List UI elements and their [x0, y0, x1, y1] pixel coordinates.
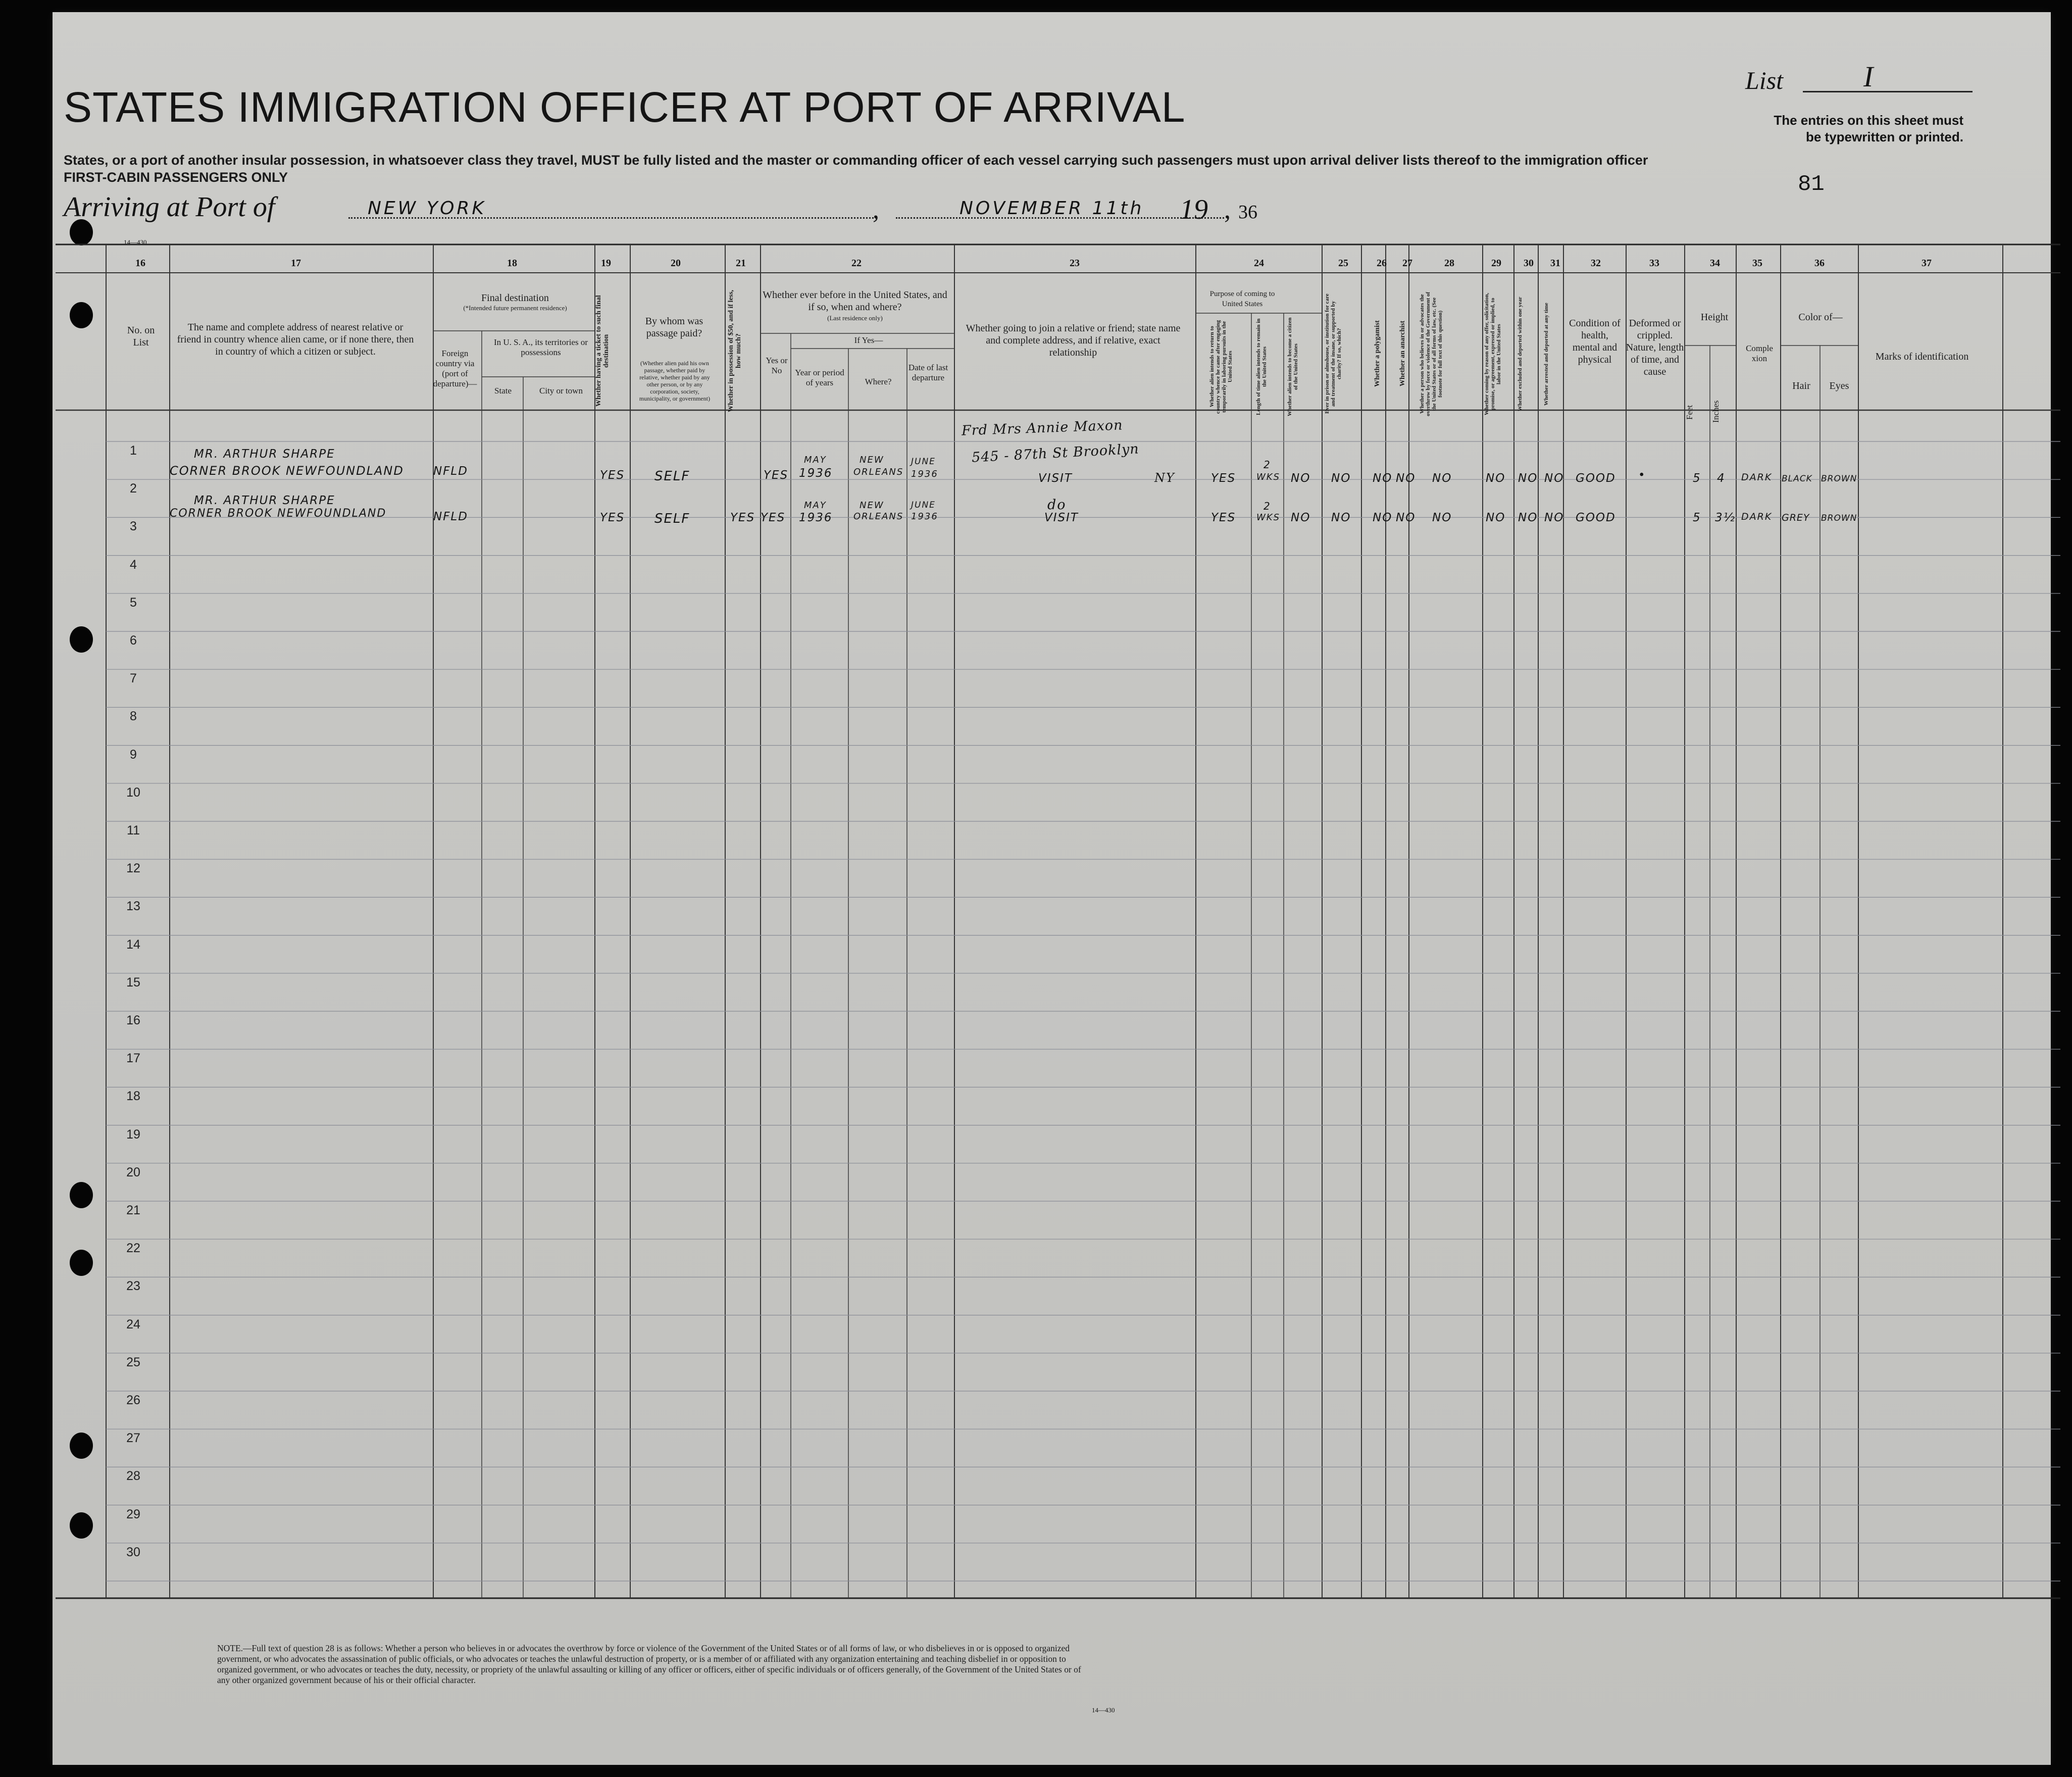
row1-return: YES — [1211, 472, 1236, 485]
row2-where-a: NEW — [860, 500, 884, 511]
col-num-24: 24 — [1254, 258, 1264, 269]
header-foreign-country: Foreign country via (port of departure)— — [433, 349, 477, 388]
row1-inches: 4 — [1717, 472, 1726, 485]
row1-date-b: 1936 — [911, 469, 938, 479]
header-where: Where? — [865, 377, 892, 386]
entries-instruction: The entries on this sheet must be typewritten or printed. — [1774, 113, 1963, 144]
row1-citizen: NO — [1291, 472, 1311, 485]
row-number: 5 — [130, 595, 137, 610]
row1-final-foreign: NFLD — [433, 465, 468, 478]
row1-hair: BLACK — [1782, 474, 1812, 484]
header-hair: Hair — [1792, 380, 1810, 391]
row2-health: GOOD — [1576, 511, 1616, 524]
row-number: 8 — [130, 709, 137, 724]
row1-relative-address: CORNER BROOK NEWFOUNDLAND — [170, 464, 404, 478]
form-code: 14—430 — [124, 238, 147, 246]
row1-where-b: ORLEANS — [853, 467, 904, 477]
header-year: Year or period of years — [795, 368, 844, 387]
row2-relative-name: MR. ARTHUR SHARPE — [194, 494, 335, 507]
row-number: 21 — [126, 1203, 140, 1217]
row-number: 30 — [126, 1545, 140, 1559]
row2-anarchist: NO — [1396, 511, 1416, 524]
row1-eyes: BROWN — [1821, 474, 1857, 484]
row2-before-yes: YES — [761, 511, 786, 524]
row1-prison: NO — [1331, 472, 1351, 485]
header-marks: Marks of identification — [1875, 351, 1969, 362]
row1-polygamist: NO — [1373, 472, 1393, 485]
header-if-yes: If Yes— — [854, 335, 883, 345]
form-code-bottom: 14—430 — [1092, 1706, 1115, 1714]
col-num-27: 27 — [1402, 258, 1412, 269]
row-number: 6 — [130, 633, 137, 648]
col-num-19: 19 — [601, 258, 611, 269]
row1-relative-name: MR. ARTHUR SHARPE — [194, 448, 335, 461]
arriving-label: Arriving at Port of — [64, 191, 275, 223]
row2-final-foreign: NFLD — [433, 510, 468, 523]
row1-where-a: NEW — [860, 455, 884, 465]
row-number: 1 — [130, 443, 137, 458]
row2-inches: 3½ — [1715, 511, 1736, 524]
row1-join-line2: 545 - 87th St Brooklyn — [971, 441, 1140, 466]
row1-anarchist: NO — [1396, 472, 1416, 485]
row1-join-line1: Frd Mrs Annie Maxon — [961, 417, 1124, 439]
row1-ticket: YES — [600, 469, 625, 482]
row1-join-extra: NY — [1154, 471, 1175, 485]
row2-citizen: NO — [1291, 511, 1311, 524]
col-num-26: 26 — [1377, 258, 1387, 269]
punch-hole — [70, 1433, 93, 1459]
col-num-32: 32 — [1591, 258, 1601, 269]
comma: , — [1224, 195, 1231, 224]
row1-health: GOOD — [1576, 472, 1616, 485]
list-label: List — [1745, 66, 1784, 94]
row2-length-b: WKS — [1256, 512, 1281, 523]
year-suffix: 36 — [1238, 202, 1257, 223]
row-number: 13 — [126, 899, 140, 914]
header-nearest-relative: The name and complete address of nearest relative or friend in country whence alien came, or if none there, then in country of which a citizen or subject. — [177, 322, 414, 357]
row2-join-purpose: VISIT — [1044, 511, 1079, 524]
page-number: 81 — [1798, 172, 1825, 197]
col-num-21: 21 — [736, 258, 746, 269]
row2-q31: NO — [1544, 511, 1564, 524]
row1-q29: NO — [1486, 472, 1506, 485]
row2-q28: NO — [1432, 511, 1452, 524]
header-anarchist: Whether an anarchist — [1399, 320, 1406, 387]
port-value: NEW YORK — [368, 198, 487, 219]
header-q29: Whether coming by reason of any offer, solicitation, promise, or agreement, expressed or implied, to labor in the United States — [1484, 292, 1502, 416]
col-num-16: 16 — [135, 258, 145, 269]
header-passage-note: (Whether alien paid his own passage, whether paid by relative, whether paid by any other person, or by any corporation, society, municipality, or government) — [639, 360, 711, 402]
row-number: 29 — [126, 1507, 140, 1521]
col-num-29: 29 — [1491, 258, 1501, 269]
col-num-20: 20 — [671, 258, 681, 269]
row-number: 22 — [126, 1241, 140, 1256]
row2-year-a: MAY — [804, 500, 827, 511]
header-ticket: Whether having a ticket to such final destination — [595, 295, 610, 407]
row-number: 23 — [126, 1279, 140, 1294]
header-deformed: Deformed or crippled. Nature, length of time, and cause — [1626, 318, 1684, 377]
row2-length-a: 2 — [1264, 500, 1271, 512]
row-number: 16 — [126, 1013, 140, 1027]
header-before-in-us: Whether ever before in the United States, and if so, when and where? (Last residence only) — [763, 289, 947, 322]
row-number: 14 — [126, 937, 140, 952]
col-num-30: 30 — [1524, 258, 1534, 269]
row-number: 2 — [130, 481, 137, 496]
col-num-28: 28 — [1444, 258, 1454, 269]
footnote-question-28: NOTE.—Full text of question 28 is as follows: Whether a person who believes in or advocates the overthrow by force or violence of the Government of the United States or of all forms of law, or who disbelieves in or is opposed to organized government, or who advocates the assassination of public officials, or who advocates or teaches the unlawful destruction of property, or is a member of or affiliated with any organization entertaining and teaching disbelief in or opposition to organized government, or who advocates or teaches the duty, necessity, or propriety of the unlawful assaulting or killing of any officer or officers, either of specific individuals or of officers generally, of the Government of the United States or of any other organized government because of his or their official character. — [217, 1643, 1081, 1685]
row-number: 26 — [126, 1393, 140, 1407]
header-state: State — [494, 386, 512, 396]
col-num-31: 31 — [1550, 258, 1560, 269]
date-value: NOVEMBER 11th — [959, 198, 1144, 219]
row2-return: YES — [1211, 511, 1236, 524]
header-final-destination: Final destination (*Intended future permanent residence) — [463, 292, 567, 312]
subtitle: States, or a port of another insular possession, in whatsoever class they travel, MUST be fully listed and the master or commanding officer of each vessel carrying such passengers must upon arrival deliver lists thereof to the immigration officer FIRST-CABIN PASSENGERS ONLY — [64, 153, 1648, 185]
row2-paid-by: SELF — [654, 511, 690, 526]
row1-year-a: MAY — [804, 455, 827, 465]
col-num-22: 22 — [851, 258, 862, 269]
row1-before-yes: YES — [764, 469, 789, 482]
list-underline — [1803, 91, 1973, 92]
row1-complexion: DARK — [1741, 472, 1773, 483]
row1-join-purpose: VISIT — [1038, 472, 1073, 485]
row-number: 27 — [126, 1431, 140, 1446]
row2-year-b: 1936 — [799, 511, 833, 524]
row2-ticket: YES — [600, 511, 625, 524]
row-number: 25 — [126, 1355, 140, 1369]
header-in-usa: In U. S. A., its territories or possessions — [493, 337, 588, 357]
punch-hole — [70, 1250, 93, 1276]
header-passage-paid: By whom was passage paid? — [645, 316, 703, 339]
header-polygamist: Whether a polygamist — [1374, 320, 1381, 387]
row2-relative-address: CORNER BROOK NEWFOUNDLAND — [170, 507, 387, 520]
row-number: 12 — [126, 861, 140, 876]
row1-deformed: • — [1638, 469, 1646, 482]
header-purpose-return: Whether alien intends to return to country whence he came after engaging temporarily in laboring pursuits in the United States — [1209, 320, 1233, 414]
header-purpose-citizen: Whether alien intends to become a citizen of the United States — [1287, 317, 1299, 416]
col-num-37: 37 — [1922, 258, 1932, 269]
row2-complexion: DARK — [1741, 511, 1773, 522]
row1-q30: NO — [1518, 472, 1538, 485]
punch-hole — [70, 626, 93, 653]
col-num-36: 36 — [1814, 258, 1825, 269]
row2-date-a: JUNE — [911, 500, 936, 510]
punch-hole — [70, 1182, 93, 1208]
col-num-23: 23 — [1070, 258, 1080, 269]
year-prefix: 19 — [1180, 194, 1208, 225]
col-num-33: 33 — [1649, 258, 1659, 269]
header-city: City or town — [539, 386, 583, 396]
col-num-25: 25 — [1338, 258, 1348, 269]
row2-polygamist: NO — [1373, 511, 1393, 524]
header-join-relative: Whether going to join a relative or friend; state name and complete address, and if relative, exact relationship — [966, 323, 1181, 358]
comma: , — [873, 195, 879, 224]
header-complexion: Complexion — [1746, 343, 1773, 363]
header-health: Condition of health, mental and physical — [1569, 318, 1621, 365]
row1-paid-by: SELF — [654, 469, 690, 484]
header-purpose: Purpose of coming to United States — [1209, 290, 1275, 308]
row2-eyes: BROWN — [1821, 513, 1857, 523]
col-num-35: 35 — [1752, 258, 1762, 269]
row2-hair: GREY — [1782, 512, 1810, 523]
header-q28: Whether a person who believes in or advocates the overthrow by force or violence of the Government of the United States or of all forms of law, etc. (See footnote for full text of this question) — [1419, 291, 1443, 417]
header-purpose-length: Length of time alien intends to remain in the United States — [1255, 318, 1268, 415]
row-number: 4 — [130, 557, 137, 572]
header-inches: Inches — [1711, 400, 1721, 423]
header-feet: Feet — [1685, 405, 1694, 420]
header-color-of: Color of— — [1798, 312, 1843, 323]
row2-money: YES — [730, 511, 755, 524]
row1-length-b: WKS — [1256, 472, 1281, 482]
header-prison: Ever in prison or almshouse, or institution for care and treatment of the insane, or supported by charity? If so, which? — [1324, 293, 1342, 414]
row1-q28: NO — [1432, 472, 1452, 485]
row2-join-ditto: do — [1047, 497, 1067, 513]
manifest-sheet — [53, 12, 2051, 1765]
header-q30: Whether excluded and deported within one year — [1517, 297, 1523, 412]
header-yes-no: Yes or No — [766, 356, 788, 375]
row2-prison: NO — [1331, 511, 1351, 524]
row2-date-b: 1936 — [911, 511, 938, 522]
header-money: Whether in possession of $50, and if less, how much? — [727, 289, 742, 413]
row2-q29: NO — [1486, 511, 1506, 524]
row1-feet: 5 — [1693, 472, 1701, 485]
row-number: 11 — [127, 823, 140, 837]
col-num-18: 18 — [507, 258, 517, 269]
row-number: 3 — [130, 519, 137, 534]
col-num-34: 34 — [1710, 258, 1720, 269]
row-number: 28 — [126, 1469, 140, 1484]
page-title: STATES IMMIGRATION OFFICER AT PORT OF ARRIVAL — [64, 83, 1186, 131]
row-number: 18 — [126, 1089, 140, 1104]
row-number: 9 — [130, 747, 137, 762]
row-number: 10 — [126, 785, 140, 800]
row-number: 7 — [130, 671, 137, 686]
row-number: 17 — [126, 1051, 140, 1066]
list-value: I — [1863, 60, 1874, 93]
row-number: 19 — [126, 1127, 140, 1142]
row-number: 24 — [126, 1317, 140, 1331]
header-eyes: Eyes — [1829, 380, 1849, 391]
header-q31: Whether arrested and deported at any time — [1543, 303, 1549, 406]
row1-q31: NO — [1544, 472, 1564, 485]
punch-hole — [70, 302, 93, 328]
row2-where-b: ORLEANS — [853, 511, 904, 522]
row2-q30: NO — [1518, 511, 1538, 524]
row-number: 20 — [126, 1165, 140, 1179]
row-number: 15 — [126, 975, 140, 990]
header-no-on-list: No. on List — [127, 325, 155, 348]
col-num-17: 17 — [291, 258, 301, 269]
row1-date-a: JUNE — [911, 457, 936, 467]
row1-length-a: 2 — [1264, 459, 1271, 471]
row1-year-b: 1936 — [799, 467, 833, 480]
header-date-departure: Date of last departure — [908, 363, 948, 382]
row2-feet: 5 — [1693, 511, 1701, 524]
punch-hole — [70, 1512, 93, 1539]
header-height: Height — [1700, 312, 1729, 323]
